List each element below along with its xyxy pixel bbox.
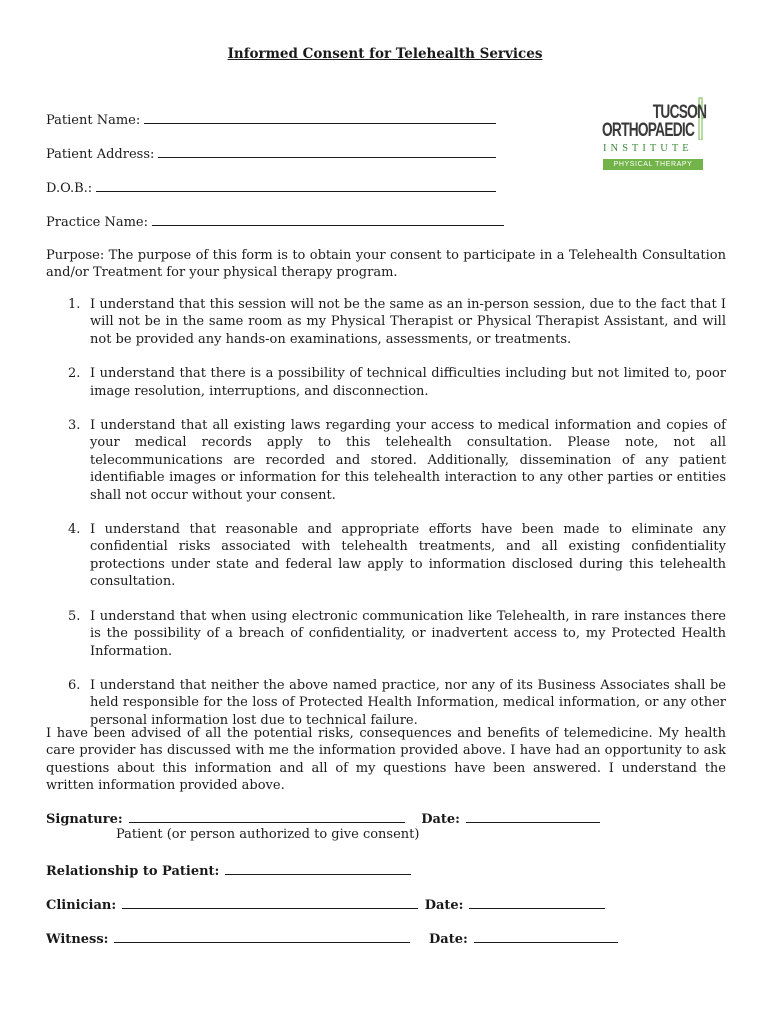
- list-item: 4. I understand that reasonable and appropriate efforts have been made to eliminate any confidential risks associated with telehealth treatments, and all existing confidentiality protections under state and federal law apply to information disclosed during this telehealth consultation.: [68, 522, 726, 590]
- signature-date-label: Date:: [421, 812, 460, 827]
- signature-sublabel: Patient (or person authorized to give consent): [116, 827, 420, 842]
- witness-row: [46, 930, 618, 947]
- list-item: 3. I understand that all existing laws regarding your access to medical information and copies of your medical records apply to this telehealth consultation. Please note, not all telecommunications are recorded and stored. Additionally, dissemination of any patient identifiable images or information for this telehealth interaction to any other parties or entities shall not occur without your consent.: [68, 418, 726, 503]
- relationship-input-line[interactable]: [225, 862, 411, 875]
- signature-row: [46, 810, 600, 827]
- dob-label: D.O.B.:: [46, 181, 93, 196]
- tucson-orthopaedic-logo: [600, 96, 706, 176]
- witness-input-line[interactable]: [114, 930, 410, 943]
- logo-line-institute: INSTITUTE: [603, 143, 693, 154]
- logo-line-tucson: TUCSON: [652, 102, 706, 123]
- logo-physical-therapy-bar: PHYSICAL THERAPY: [603, 159, 703, 170]
- list-item: 6. I understand that neither the above named practice, nor any of its Business Associates shall be held responsible for the loss of Protected Health Information, medical information, or any other personal information lost due to technical failure.: [68, 677, 726, 728]
- purpose-paragraph: Purpose: The purpose of this form is to obtain your consent to participate in a Telehealth Consultation and/or Treatment for your physical therapy program.: [46, 248, 726, 281]
- form-title: Informed Consent for Telehealth Services: [227, 46, 543, 62]
- dob-input-line[interactable]: [96, 179, 496, 192]
- patient-name-label: Patient Name:: [46, 113, 141, 128]
- clinician-date-label: Date:: [424, 898, 464, 913]
- witness-date-label: Date:: [429, 932, 468, 947]
- practice-name-input-line[interactable]: [152, 213, 504, 226]
- patient-name-input-line[interactable]: [144, 111, 496, 124]
- list-item: 1. I understand that this session will not be the same as an in-person session, due to the fact that I will not be in the same room as my Physical Therapist or Physical Therapist Assistant, and will not be provided any hands-on examinations, assessments, or treatments.: [68, 297, 726, 347]
- list-item: 2. I understand that there is a possibility of technical difficulties including but not limited to, poor image resolution, interruptions, and disconnection.: [68, 366, 726, 399]
- logo-line-orthopaedic: ORTHOPAEDIC: [602, 120, 695, 141]
- witness-label: Witness:: [46, 932, 109, 947]
- signature-input-line[interactable]: [129, 810, 405, 823]
- patient-address-field: [46, 145, 496, 162]
- clinician-date-input-line[interactable]: [469, 896, 605, 909]
- witness-date-input-line[interactable]: [474, 930, 618, 943]
- clinician-label: Clinician:: [46, 898, 117, 913]
- signature-label: Signature:: [46, 812, 123, 827]
- clinician-input-line[interactable]: [122, 896, 418, 909]
- list-item: 5. I understand that when using electronic communication like Telehealth, in rare instances there is the possibility of a breach of confidentiality, or inadvertent access to, my Protected Health Information.: [68, 608, 726, 659]
- clinician-row: [46, 896, 605, 913]
- relationship-row: [46, 862, 411, 879]
- patient-name-field: [46, 111, 496, 128]
- relationship-label: Relationship to Patient:: [46, 864, 220, 879]
- dob-field: [46, 179, 496, 196]
- practice-name-field: [46, 213, 504, 230]
- patient-address-label: Patient Address:: [46, 147, 155, 162]
- practice-name-label: Practice Name:: [46, 215, 149, 230]
- consent-items-list: [46, 296, 726, 746]
- signature-date-input-line[interactable]: [466, 810, 600, 823]
- acknowledgement-paragraph: I have been advised of all the potential risks, consequences and benefits of telemedicine. My health care provider has discussed with me the information provided above. I have had an opportunity to ask questions about this information and all of my questions have been answered. I understand the written information provided above.: [46, 726, 726, 794]
- patient-address-input-line[interactable]: [158, 145, 496, 158]
